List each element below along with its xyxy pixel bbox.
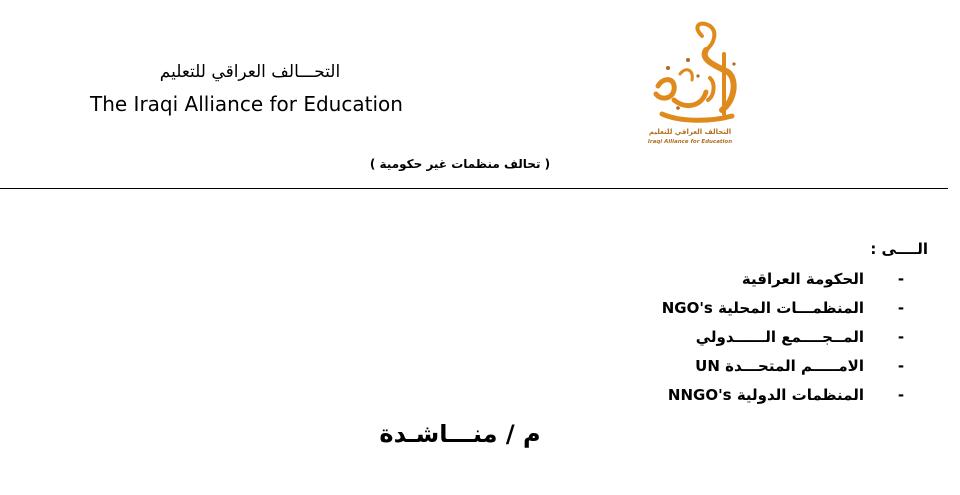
recipient-list	[560, 264, 910, 409]
list-dash: -	[897, 356, 905, 375]
recipient-text: المنظمـــات المحلية NGO's	[661, 298, 864, 317]
org-name-en: The Iraqi Alliance for Education	[90, 92, 403, 116]
logo-caption-en: Iraqi Alliance for Education	[647, 139, 733, 145]
logo-caption-ar: التحالف العراقي للتعليم	[648, 128, 732, 136]
document-title: م / منـــاشـدة	[379, 420, 541, 448]
recipient-text: المنظمات الدولية NNGO's	[667, 385, 864, 404]
list-dash: -	[897, 327, 905, 346]
recipient-text: الامـــــم المتحـــدة UN	[695, 356, 864, 375]
recipient-item	[560, 351, 910, 380]
list-dash: -	[897, 298, 905, 317]
header-divider	[0, 188, 948, 189]
list-dash: -	[897, 269, 905, 288]
recipient-item	[560, 380, 910, 409]
list-dash: -	[897, 385, 905, 404]
org-subtitle: ( تحالف منظمات غير حكومية )	[369, 157, 551, 171]
recipient-text: المــجــــمع الــــــدولي	[695, 327, 864, 346]
addressee-label: الــــى :	[870, 240, 928, 258]
recipient-text: الحكومة العراقية	[741, 269, 864, 288]
recipient-item	[560, 264, 910, 293]
recipient-item	[560, 293, 910, 322]
org-name-ar: التحـــالف العراقي للتعليم	[159, 62, 341, 82]
recipient-item	[560, 322, 910, 351]
